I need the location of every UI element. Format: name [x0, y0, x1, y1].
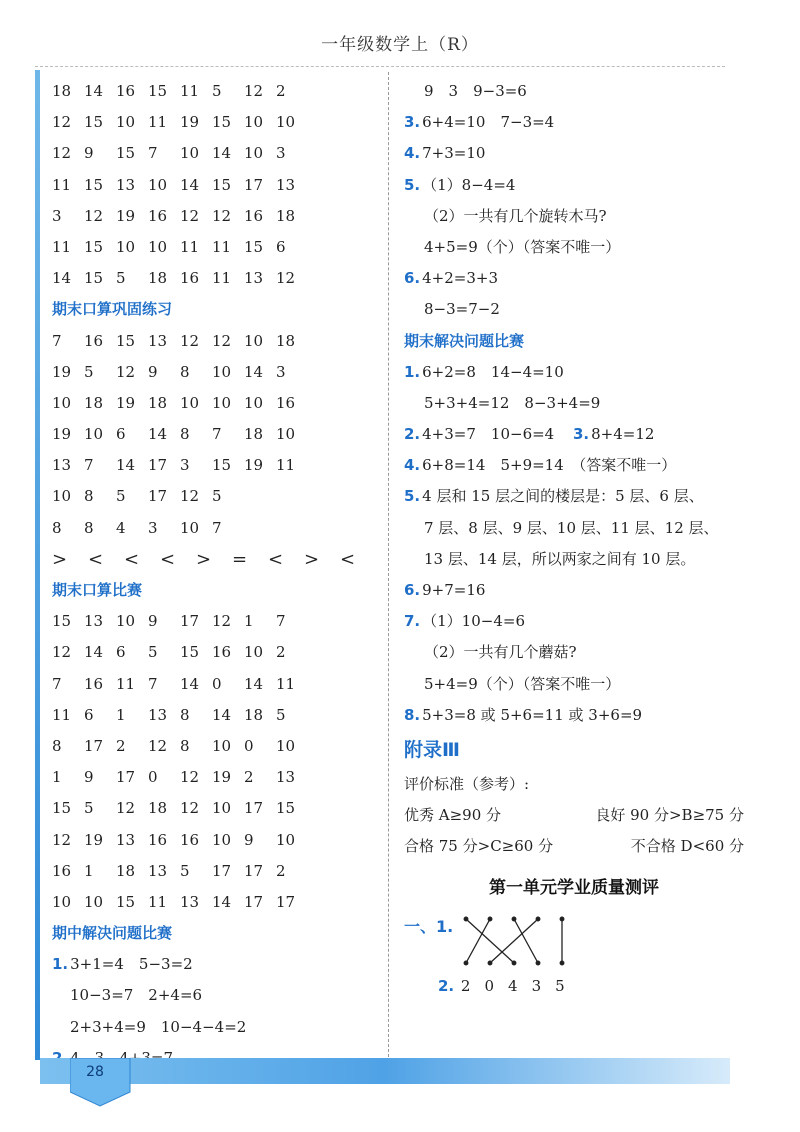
answer-value: 10 — [116, 237, 136, 256]
answer-value: 4 — [508, 976, 518, 995]
right-column — [404, 76, 744, 1002]
answer-value: 14 — [212, 892, 232, 911]
answer-value: 17 — [244, 892, 264, 911]
answer-text: 3+1=4 5−3=2 — [70, 955, 193, 974]
answer-value: 6 — [116, 643, 126, 662]
answer-text: 8+4=12 — [591, 425, 655, 444]
answer-value: 14 — [244, 674, 264, 693]
answer-text: 10−3=7 2+4=6 — [70, 986, 203, 1005]
answer-value: 18 — [244, 705, 264, 724]
answer-value: 19 — [52, 362, 72, 381]
answer-row — [52, 138, 382, 169]
comparison-symbols — [52, 544, 382, 575]
answer-value: 12 — [116, 362, 136, 381]
answer-value: 11 — [276, 674, 296, 693]
question-number: 5. — [404, 487, 421, 506]
grade-excellent: 优秀 A≥90 分 — [404, 806, 502, 825]
answer-value: 18 — [116, 861, 136, 880]
comparison-symbol: > — [52, 548, 68, 570]
answer-value: 10 — [148, 237, 168, 256]
answer-row — [52, 731, 382, 762]
answer-value: 10 — [244, 393, 264, 412]
answer-value: 8 — [180, 362, 190, 381]
answer-value: 10 — [84, 892, 104, 911]
answer-value: 10 — [84, 425, 104, 444]
answer-value: 17 — [180, 612, 200, 631]
answer-value: 5 — [116, 269, 126, 288]
answer-value: 10 — [212, 799, 232, 818]
answer-value: 13 — [116, 830, 136, 849]
matching-lines-diagram — [456, 913, 576, 971]
grade-good: 良好 90 分>B≥75 分 — [595, 806, 744, 825]
answer-text: 7 层、8 层、9 层、10 层、11 层、12 层、 — [424, 518, 719, 537]
answer-value: 18 — [148, 799, 168, 818]
answer-value: 12 — [148, 736, 168, 755]
answer-row — [52, 762, 382, 793]
answer-value: 13 — [276, 175, 296, 194]
answer-value: 16 — [276, 393, 296, 412]
unit-test-title: 第一单元学业质量测评 — [489, 877, 659, 898]
answer-value: 3 — [531, 976, 542, 995]
answer-row — [52, 388, 382, 419]
comparison-symbol: < — [340, 548, 356, 570]
answer-row — [52, 700, 382, 731]
question-number: 5. — [404, 175, 421, 194]
answer-value: 0 — [244, 736, 254, 755]
answer-text: （1）8−4=4 — [422, 175, 516, 194]
answer-value: 5 — [84, 362, 94, 381]
question-number: 6. — [404, 269, 421, 288]
answer-text: 8−3=7−2 — [424, 300, 500, 319]
answer-value: 17 — [148, 456, 168, 475]
answer-value: 11 — [116, 674, 136, 693]
answer-value: 17 — [116, 768, 136, 787]
answer-value: 15 — [212, 113, 232, 132]
answer-value: 5 — [212, 487, 222, 506]
answer-value: 18 — [244, 425, 264, 444]
answer-row — [52, 263, 382, 294]
answer-value: 8 — [84, 487, 94, 506]
answer-value: 2 — [244, 768, 254, 787]
answer-value: 10 — [52, 487, 72, 506]
answer-value: 10 — [244, 643, 264, 662]
answer-text: 6+4=10 7−3=4 — [422, 113, 555, 132]
answer-text: 9+7=16 — [422, 581, 486, 599]
answer-value: 18 — [84, 393, 104, 412]
answer-value: 9 — [148, 612, 158, 631]
answer-value: 10 — [276, 830, 296, 849]
answer-value: 13 — [52, 456, 72, 475]
answer-row — [52, 76, 382, 107]
answer-value: 14 — [212, 705, 232, 724]
answer-value: 1 — [84, 861, 94, 880]
answer-value: 14 — [116, 456, 136, 475]
header-rule — [35, 66, 725, 67]
question-number: 3. — [573, 425, 590, 444]
comparison-symbol: > — [304, 548, 320, 570]
answer-value: 12 — [52, 830, 72, 849]
answer-value: 10 — [52, 892, 72, 911]
answer-value: 5 — [116, 487, 126, 506]
answer-value: 10 — [148, 175, 168, 194]
answer-value: 0 — [212, 674, 222, 693]
answer-row — [52, 856, 382, 887]
answer-value: 13 — [180, 892, 200, 911]
answer-value: 10 — [212, 736, 232, 755]
answer-value: 2 — [276, 861, 286, 880]
answer-value: 19 — [244, 456, 264, 475]
answer-text: （2）一共有几个旋转木马? — [424, 206, 607, 225]
answer-value: 9 — [244, 830, 254, 849]
answer-row — [52, 887, 382, 918]
answer-value: 13 — [148, 331, 168, 350]
answer-value: 7 — [52, 674, 62, 693]
answer-value: 11 — [180, 82, 200, 100]
answer-value: 6 — [116, 425, 126, 444]
answer-text: 7+3=10 — [422, 144, 486, 163]
section-title-final-problems: 期末解决问题比赛 — [404, 331, 525, 350]
answer-row — [52, 513, 382, 544]
answer-value: 16 — [52, 861, 72, 880]
answer-value: 7 — [212, 425, 222, 444]
answer-value: 12 — [212, 206, 232, 225]
answer-value: 10 — [180, 144, 200, 163]
question-number: 7. — [404, 612, 421, 631]
answer-text: 4+2=3+3 — [422, 269, 499, 288]
answer-value: 11 — [52, 175, 72, 194]
answer-value: 10 — [212, 830, 232, 849]
answer-value: 17 — [276, 892, 296, 911]
answer-value: 18 — [148, 393, 168, 412]
answer-value: 5 — [84, 799, 94, 818]
answer-value: 12 — [84, 206, 104, 225]
answer-value: 10 — [116, 113, 136, 132]
answer-text: 5+3=8 或 5+6=11 或 3+6=9 — [422, 705, 643, 724]
answer-value: 3 — [52, 206, 62, 225]
answer-value: 14 — [180, 175, 200, 194]
answer-value: 17 — [84, 736, 104, 755]
answer-value: 12 — [52, 643, 72, 662]
answer-value: 19 — [116, 393, 136, 412]
number-answers-top — [52, 76, 382, 294]
answer-value: 14 — [84, 643, 104, 662]
answer-value: 15 — [116, 144, 136, 163]
answer-value: 12 — [212, 331, 232, 350]
appendix-title: 附录Ⅲ — [404, 738, 460, 761]
section-title-final-practice: 期末口算巩固练习 — [52, 300, 173, 319]
answer-value: 13 — [148, 861, 168, 880]
answer-value: 16 — [84, 674, 104, 693]
answer-value: 15 — [212, 456, 232, 475]
answer-value: 8 — [52, 736, 62, 755]
answer-value: 3 — [276, 144, 286, 163]
answer-row — [52, 637, 382, 668]
answer-value: 1 — [244, 612, 254, 631]
answer-value: 15 — [84, 113, 104, 132]
answer-value: 4 — [116, 518, 126, 537]
question-number: 4. — [404, 144, 421, 163]
matching-answer — [404, 913, 744, 971]
answer-value: 10 — [212, 393, 232, 412]
answer-value: 2 — [460, 976, 471, 995]
question-number: 4. — [404, 456, 421, 475]
answer-value: 0 — [148, 768, 158, 787]
answer-text: 5+3+4=12 8−3+4=9 — [424, 393, 601, 412]
answer-value: 16 — [212, 643, 232, 662]
criteria-label: 评价标准（参考）: — [404, 774, 530, 793]
answer-row — [52, 669, 382, 700]
answer-value: 10 — [244, 113, 264, 132]
answer-value: 12 — [52, 144, 72, 163]
answer-value: 9 — [84, 768, 94, 787]
answer-text: 6+2=8 14−4=10 — [422, 362, 564, 381]
answer-row — [52, 170, 382, 201]
answer-value: 17 — [148, 487, 168, 506]
left-margin-bar — [35, 70, 40, 1060]
answer-row — [52, 825, 382, 856]
answer-value: 3 — [148, 518, 158, 537]
answer-value: 11 — [276, 456, 296, 475]
answer-value: 16 — [116, 82, 136, 100]
answer-row — [52, 201, 382, 232]
answer-value: 13 — [84, 612, 104, 631]
answer-value: 15 — [244, 237, 264, 256]
answer-value: 7 — [148, 674, 158, 693]
answer-value: 17 — [244, 799, 264, 818]
answer-text: （2）一共有几个蘑菇? — [424, 643, 577, 662]
answer-value: 13 — [276, 768, 296, 787]
answer-value: 2 — [116, 736, 126, 755]
footer-bar — [40, 1058, 730, 1084]
answer-text: 4 层和 15 层之间的楼层是：5 层、6 层、 — [422, 487, 704, 506]
answer-value: 12 — [180, 206, 200, 225]
answer-row — [52, 450, 382, 481]
answer-value: 6 — [84, 705, 94, 724]
answer-value: 14 — [244, 362, 264, 381]
answer-text: 4+5=9（个）（答案不唯一） — [424, 237, 621, 256]
answer-values — [461, 977, 579, 995]
final-practice-answers — [52, 326, 382, 544]
answer-value: 19 — [52, 425, 72, 444]
answer-value: 8 — [180, 425, 190, 444]
answer-row — [52, 107, 382, 138]
answer-value: 19 — [180, 113, 200, 132]
answer-value: 14 — [180, 674, 200, 693]
answer-value: 15 — [276, 799, 296, 818]
question-number: 3. — [404, 113, 421, 132]
question-number: 2. — [438, 976, 455, 995]
answer-value: 15 — [148, 82, 168, 100]
answer-value: 3 — [180, 456, 190, 475]
answer-value: 16 — [84, 331, 104, 350]
answer-text: 13 层、14 层，所以两家之间有 10 层。 — [424, 549, 696, 568]
comparison-symbol: > — [196, 548, 212, 570]
answer-text: 6+8=14 5+9=14 （答案不唯一） — [422, 456, 677, 475]
answer-value: 10 — [116, 612, 136, 631]
answer-value: 3 — [276, 362, 286, 381]
answer-value: 8 — [180, 736, 190, 755]
answer-value: 12 — [180, 487, 200, 506]
answer-value: 19 — [212, 768, 232, 787]
answer-value: 10 — [180, 518, 200, 537]
section-title-midterm-problems: 期中解决问题比赛 — [52, 924, 173, 943]
question-number: 一、1. — [404, 916, 454, 936]
answer-value: 12 — [212, 612, 232, 631]
answer-value: 17 — [244, 175, 264, 194]
answer-value: 15 — [212, 175, 232, 194]
answer-value: 16 — [244, 206, 264, 225]
answer-value: 0 — [484, 976, 495, 995]
answer-text: 4+3=7 10−6=4 — [422, 425, 555, 444]
answer-value: 7 — [148, 144, 158, 163]
answer-value: 15 — [84, 269, 104, 288]
answer-value: 12 — [116, 799, 136, 818]
answer-value: 16 — [148, 206, 168, 225]
answer-value: 15 — [116, 331, 136, 350]
match-line — [490, 919, 538, 963]
comparison-symbol: = — [232, 548, 248, 570]
answer-value: 7 — [212, 518, 222, 537]
answer-value: 11 — [212, 237, 232, 256]
answer-row — [52, 357, 382, 388]
answer-value: 2 — [276, 82, 286, 100]
answer-value: 13 — [116, 175, 136, 194]
answer-value: 11 — [180, 237, 200, 256]
answer-value: 11 — [148, 892, 168, 911]
final-contest-answers — [52, 606, 382, 918]
answer-value: 1 — [52, 768, 62, 787]
answer-value: 12 — [180, 331, 200, 350]
answer-value: 13 — [148, 705, 168, 724]
answer-value: 13 — [244, 269, 264, 288]
answer-value: 17 — [244, 861, 264, 880]
answer-value: 15 — [52, 612, 72, 631]
answer-value: 6 — [276, 237, 286, 256]
answer-value: 15 — [84, 175, 104, 194]
answer-value: 5 — [148, 643, 158, 662]
answer-value: 19 — [84, 830, 104, 849]
answer-value: 18 — [148, 269, 168, 288]
answer-value: 12 — [244, 82, 264, 100]
question-number: 6. — [404, 581, 421, 599]
grade-pass: 合格 75 分>C≥60 分 — [404, 837, 554, 856]
answer-value: 5 — [212, 82, 222, 100]
answer-value: 10 — [276, 113, 296, 132]
answer-value: 9 — [84, 144, 94, 163]
answer-value: 10 — [180, 393, 200, 412]
left-column — [52, 76, 382, 1074]
answer-value: 16 — [180, 269, 200, 288]
answer-text: （1）10−4=6 — [422, 612, 525, 631]
match-line — [514, 919, 538, 963]
answer-value: 11 — [148, 113, 168, 132]
answer-value: 10 — [244, 144, 264, 163]
answer-value: 7 — [52, 331, 62, 350]
answer-value: 10 — [212, 362, 232, 381]
answer-value: 7 — [276, 612, 286, 631]
answer-value: 16 — [148, 830, 168, 849]
answer-value: 8 — [52, 518, 62, 537]
page-number: 28 — [86, 1064, 104, 1080]
comparison-symbol: < — [88, 548, 104, 570]
comparison-symbol: < — [160, 548, 176, 570]
answer-text: 5+4=9（个）（答案不唯一） — [424, 674, 621, 693]
answer-value: 1 — [116, 705, 126, 724]
answer-value: 5 — [276, 705, 286, 724]
question-number: 8. — [404, 705, 421, 724]
answer-value: 12 — [52, 113, 72, 132]
answer-row — [52, 232, 382, 263]
answer-value: 9 — [148, 362, 158, 381]
comparison-symbol: < — [124, 548, 140, 570]
answer-row — [52, 326, 382, 357]
answer-row — [52, 793, 382, 824]
answer-value: 10 — [52, 393, 72, 412]
answer-value: 18 — [52, 82, 72, 100]
answer-value: 15 — [180, 643, 200, 662]
question-number: 2. — [404, 425, 421, 444]
match-line — [466, 919, 490, 963]
answer-value: 5 — [180, 861, 190, 880]
answer-value: 8 — [180, 705, 190, 724]
column-divider — [388, 72, 389, 1057]
answer-text: 2+3+4=9 10−4−4=2 — [70, 1017, 247, 1036]
answer-value: 11 — [212, 269, 232, 288]
answer-value: 11 — [52, 705, 72, 724]
grade-fail: 不合格 D<60 分 — [630, 837, 744, 856]
answer-value: 14 — [52, 269, 72, 288]
comparison-symbol: < — [268, 548, 284, 570]
answer-value: 16 — [180, 830, 200, 849]
answer-value: 2 — [276, 643, 286, 662]
answer-value: 14 — [148, 425, 168, 444]
answer-value: 12 — [180, 799, 200, 818]
section-title-final-contest: 期末口算比赛 — [52, 581, 143, 599]
answer-row — [52, 606, 382, 637]
page-header: 一年级数学上（R） — [321, 35, 479, 55]
answer-value: 15 — [84, 237, 104, 256]
answer-value: 14 — [212, 144, 232, 163]
question-number: 1. — [404, 362, 421, 381]
answer-row — [52, 419, 382, 450]
answer-value: 8 — [84, 518, 94, 537]
answer-value: 12 — [276, 269, 296, 288]
answer-value: 15 — [52, 799, 72, 818]
answer-row — [52, 481, 382, 512]
answer-value: 5 — [555, 976, 565, 995]
answer-value: 17 — [212, 861, 232, 880]
answer-value: 11 — [52, 237, 72, 256]
answer-value: 10 — [244, 331, 264, 350]
answer-value: 15 — [116, 892, 136, 911]
match-line — [466, 919, 514, 963]
question-number: 1. — [52, 955, 69, 974]
answer-value: 19 — [116, 206, 136, 225]
answer-value: 10 — [276, 736, 296, 755]
answer-value: 18 — [276, 206, 296, 225]
answer-value: 10 — [276, 425, 296, 444]
answer-value: 12 — [180, 768, 200, 787]
answer-text: 9 3 9−3=6 — [424, 82, 527, 100]
answer-value: 7 — [84, 456, 94, 475]
answer-value: 18 — [276, 331, 296, 350]
answer-value: 14 — [84, 82, 104, 100]
